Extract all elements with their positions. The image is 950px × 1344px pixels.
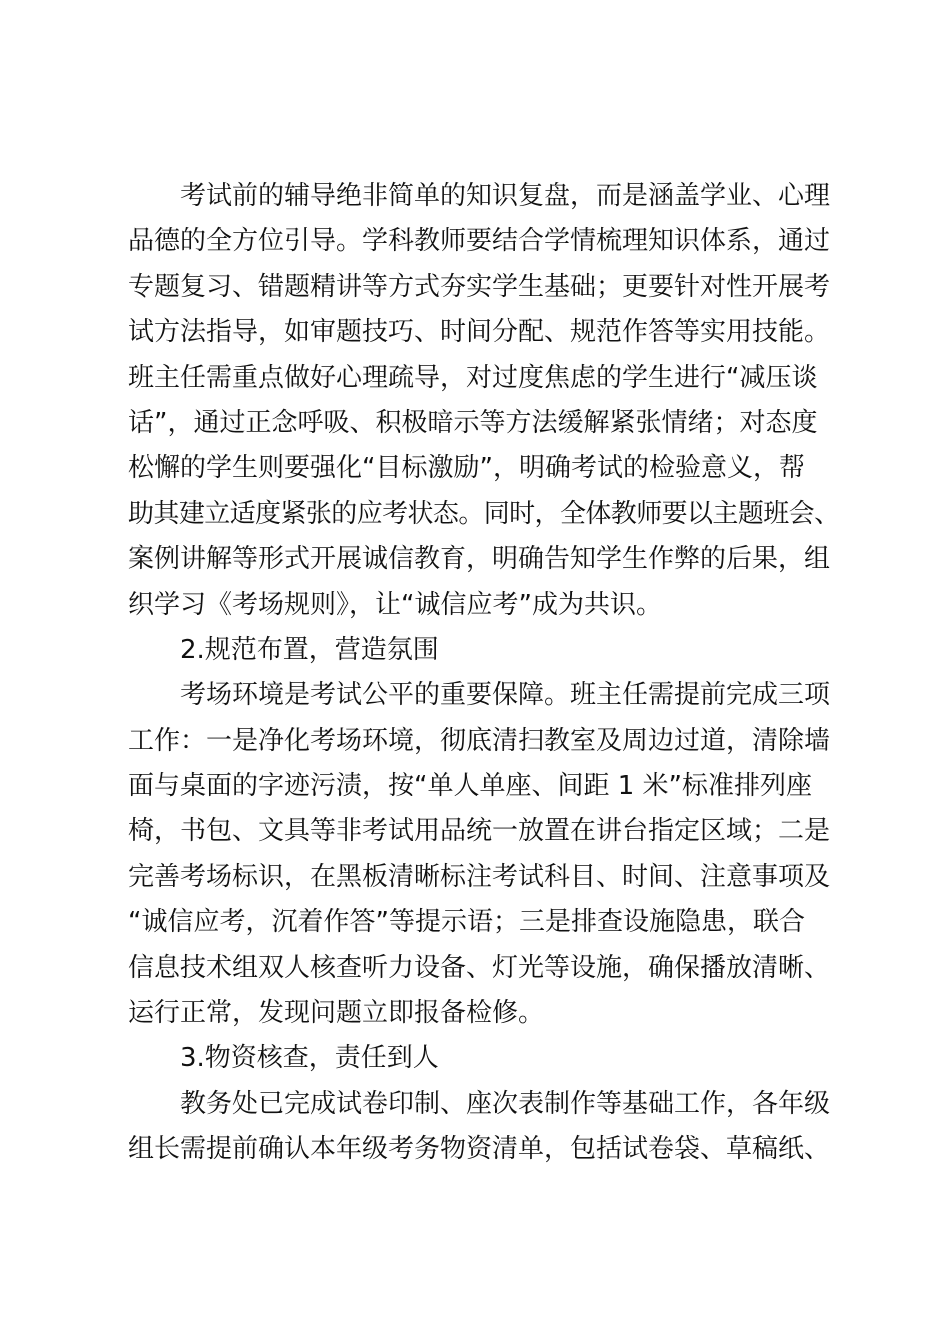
text-line: 运行正常，发现问题立即报备检修。 [128, 998, 545, 1029]
text-line: 班主任需重点做好心理疏导，对过度焦虑的学生进行“减压谈 [128, 362, 818, 393]
heading-text: 3.物资核查，责任到人 [180, 1043, 439, 1074]
text-line: 品德的全方位引导。学科教师要结合学情梳理知识体系，通过 [128, 226, 831, 257]
text-line: 案例讲解等形式开展诚信教育，明确告知学生作弊的后果，组 [128, 544, 831, 575]
text-line: 专题复习、错题精讲等方式夯实学生基础；更要针对性开展考 [128, 271, 831, 302]
text-line: 试方法指导，如审题技巧、时间分配、规范作答等实用技能。 [128, 317, 831, 348]
text-line: 面与桌面的字迹污渍，按“单人单座、间距 1 米”标准排列座 [128, 771, 813, 802]
paragraph [128, 174, 840, 628]
document-body [128, 174, 840, 1173]
text-line: 椅，书包、文具等非考试用品统一放置在讲台指定区域；二是 [128, 816, 831, 847]
text-line: 松懈的学生则要强化“目标激励”，明确考试的检验意义，帮 [128, 453, 805, 484]
text-line: 织学习《考场规则》，让“诚信应考”成为共识。 [128, 589, 662, 620]
text-line: 信息技术组双人核查听力设备、灯光等设施，确保播放清晰、 [128, 952, 831, 983]
text-line: 考场环境是考试公平的重要保障。班主任需提前完成三项 [180, 680, 831, 711]
section-heading [128, 628, 840, 673]
text-line: 话”，通过正念呼吸、积极暗示等方法缓解紧张情绪；对态度 [128, 407, 818, 438]
text-line: 考试前的辅导绝非简单的知识复盘，而是涵盖学业、心理 [180, 181, 831, 211]
text-line: 助其建立适度紧张的应考状态。同时，全体教师要以主题班会、 [128, 498, 840, 529]
text-line: “诚信应考，沉着作答”等提示语；三是排查设施隐患，联合 [128, 907, 805, 938]
text-line: 工作：一是净化考场环境，彻底清扫教室及周边过道，清除墙 [128, 725, 831, 756]
section-heading [128, 1036, 840, 1081]
paragraph [128, 673, 840, 1036]
text-line: 教务处已完成试卷印制、座次表制作等基础工作，各年级 [180, 1088, 831, 1119]
heading-text: 2.规范布置，营造氛围 [180, 634, 439, 665]
text-line: 组长需提前确认本年级考务物资清单，包括试卷袋、草稿纸、 [128, 1134, 831, 1165]
paragraph [128, 1082, 840, 1173]
text-line: 完善考场标识，在黑板清晰标注考试科目、时间、注意事项及 [128, 861, 831, 892]
